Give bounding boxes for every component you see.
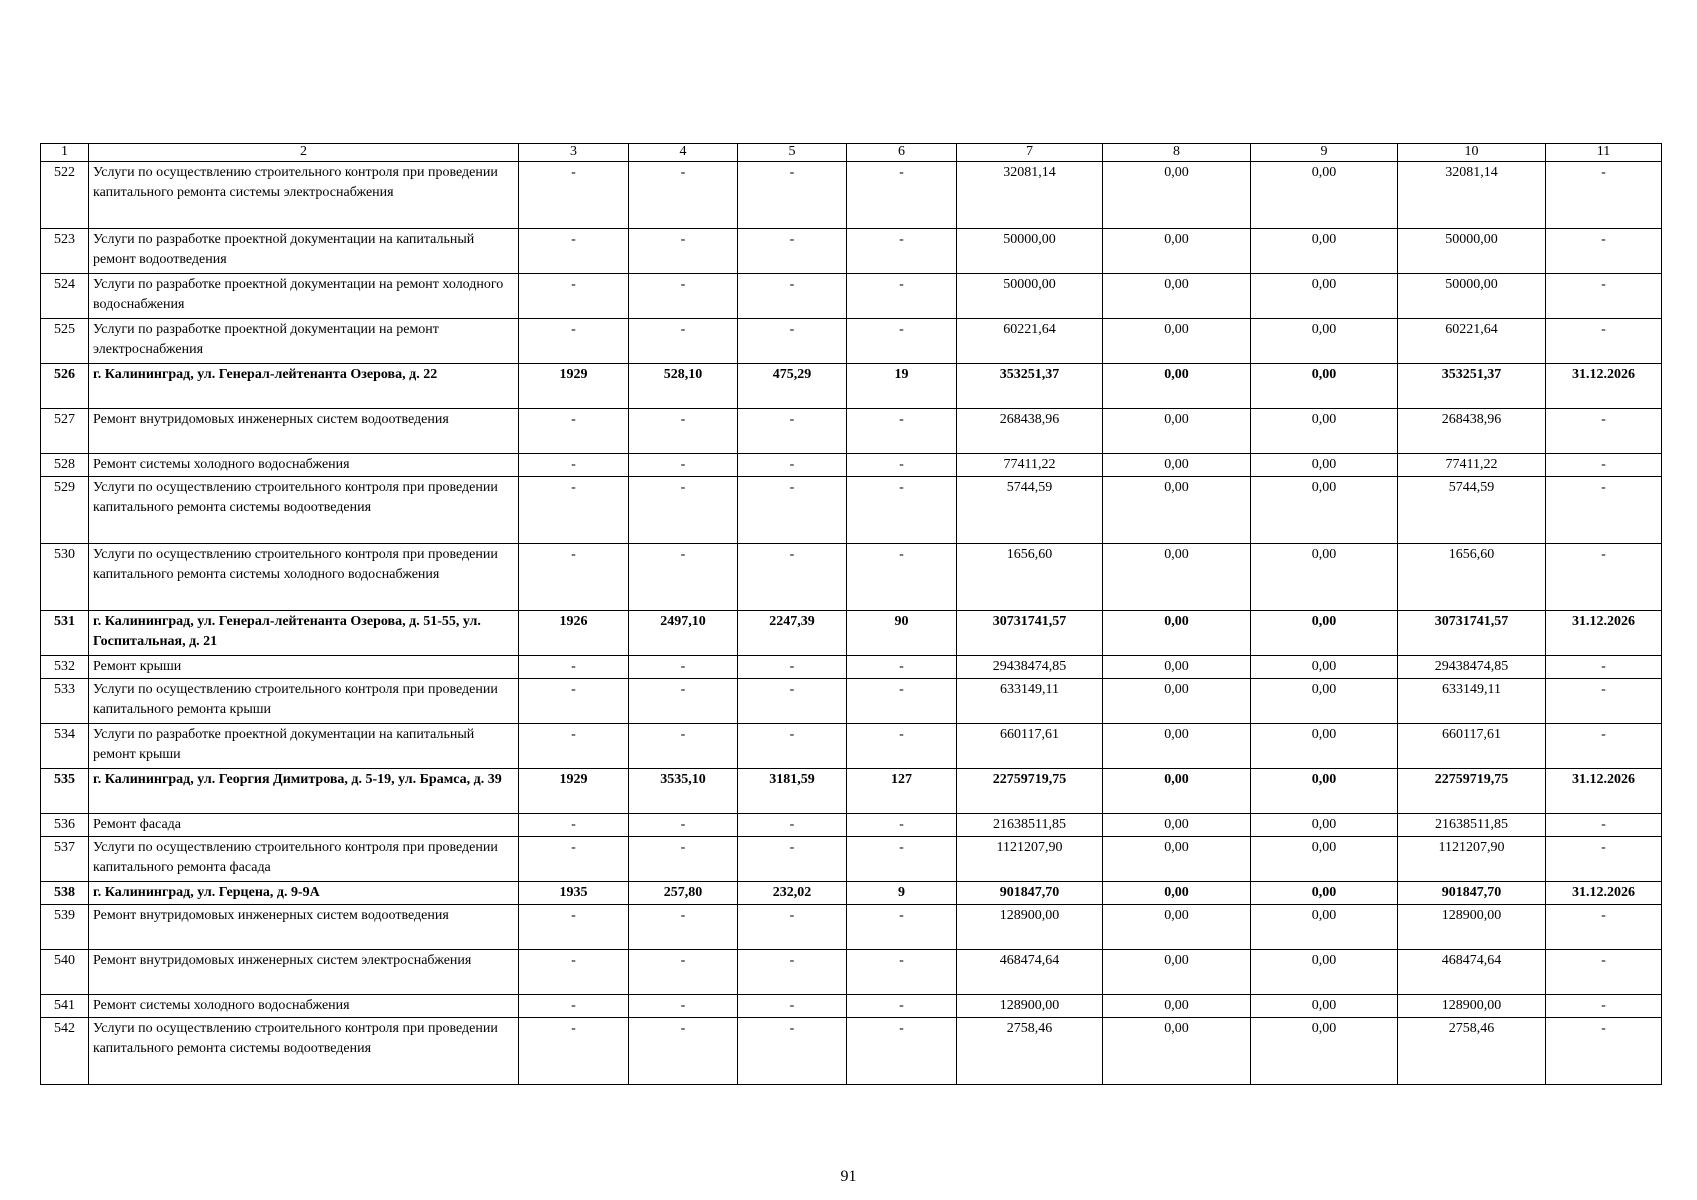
cell-col-11: - bbox=[1546, 995, 1662, 1018]
cell-col-7: 50000,00 bbox=[957, 274, 1103, 319]
cell-col-11: 31.12.2026 bbox=[1546, 611, 1662, 656]
cell-col-9: 0,00 bbox=[1251, 1018, 1398, 1085]
cell-col-6: 127 bbox=[847, 769, 957, 814]
cell-col-9: 0,00 bbox=[1251, 679, 1398, 724]
cell-col-8: 0,00 bbox=[1103, 162, 1251, 229]
cell-col-7: 468474,64 bbox=[957, 950, 1103, 995]
row-number: 526 bbox=[41, 364, 89, 409]
cell-col-4: - bbox=[629, 995, 738, 1018]
cell-col-11: - bbox=[1546, 724, 1662, 769]
row-description: г. Калининград, ул. Генерал-лейтенанта Озерова, д. 51-55, ул. Госпитальная, д. 21 bbox=[89, 611, 519, 656]
cell-col-3: - bbox=[519, 319, 629, 364]
table-body bbox=[41, 162, 1662, 1085]
row-description: Ремонт внутридомовых инженерных систем электроснабжения bbox=[89, 950, 519, 995]
cell-col-5: - bbox=[738, 1018, 847, 1085]
cell-col-10: 60221,64 bbox=[1398, 319, 1546, 364]
table-row bbox=[41, 814, 1662, 837]
cell-col-11: - bbox=[1546, 544, 1662, 611]
row-number: 535 bbox=[41, 769, 89, 814]
cell-col-3: - bbox=[519, 454, 629, 477]
cell-col-5: 232,02 bbox=[738, 882, 847, 905]
cell-col-9: 0,00 bbox=[1251, 724, 1398, 769]
cell-col-6: - bbox=[847, 950, 957, 995]
table-row bbox=[41, 229, 1662, 274]
cell-col-8: 0,00 bbox=[1103, 995, 1251, 1018]
row-number: 525 bbox=[41, 319, 89, 364]
cell-col-11: - bbox=[1546, 274, 1662, 319]
row-number: 522 bbox=[41, 162, 89, 229]
cell-col-9: 0,00 bbox=[1251, 319, 1398, 364]
cell-col-11: - bbox=[1546, 409, 1662, 454]
cell-col-9: 0,00 bbox=[1251, 837, 1398, 882]
cell-col-3: - bbox=[519, 679, 629, 724]
cell-col-10: 128900,00 bbox=[1398, 905, 1546, 950]
table-row bbox=[41, 319, 1662, 364]
row-description: Ремонт внутридомовых инженерных систем водоотведения bbox=[89, 409, 519, 454]
row-description: Услуги по осуществлению строительного контроля при проведении капитального ремонта системы водоотведения bbox=[89, 1018, 519, 1085]
row-number: 528 bbox=[41, 454, 89, 477]
table-row bbox=[41, 882, 1662, 905]
col-header-8: 8 bbox=[1103, 144, 1251, 162]
cell-col-3: - bbox=[519, 409, 629, 454]
cell-col-6: - bbox=[847, 679, 957, 724]
cell-col-10: 660117,61 bbox=[1398, 724, 1546, 769]
row-description: Услуги по осуществлению строительного контроля при проведении капитального ремонта крыши bbox=[89, 679, 519, 724]
row-description: Услуги по осуществлению строительного контроля при проведении капитального ремонта фасада bbox=[89, 837, 519, 882]
cell-col-10: 1656,60 bbox=[1398, 544, 1546, 611]
row-number: 532 bbox=[41, 656, 89, 679]
row-number: 538 bbox=[41, 882, 89, 905]
cell-col-8: 0,00 bbox=[1103, 274, 1251, 319]
cell-col-7: 32081,14 bbox=[957, 162, 1103, 229]
cell-col-7: 353251,37 bbox=[957, 364, 1103, 409]
col-header-7: 7 bbox=[957, 144, 1103, 162]
row-description: г. Калининград, ул. Герцена, д. 9-9А bbox=[89, 882, 519, 905]
cell-col-10: 29438474,85 bbox=[1398, 656, 1546, 679]
cell-col-4: - bbox=[629, 229, 738, 274]
cell-col-9: 0,00 bbox=[1251, 882, 1398, 905]
cell-col-8: 0,00 bbox=[1103, 409, 1251, 454]
col-header-5: 5 bbox=[738, 144, 847, 162]
works-table bbox=[40, 143, 1662, 1085]
cell-col-8: 0,00 bbox=[1103, 882, 1251, 905]
row-number: 530 bbox=[41, 544, 89, 611]
cell-col-6: - bbox=[847, 162, 957, 229]
cell-col-8: 0,00 bbox=[1103, 950, 1251, 995]
cell-col-4: - bbox=[629, 319, 738, 364]
row-description: г. Калининград, ул. Георгия Димитрова, д. 5-19, ул. Брамса, д. 39 bbox=[89, 769, 519, 814]
cell-col-5: - bbox=[738, 814, 847, 837]
row-number: 537 bbox=[41, 837, 89, 882]
table-row bbox=[41, 769, 1662, 814]
cell-col-6: - bbox=[847, 274, 957, 319]
cell-col-6: - bbox=[847, 229, 957, 274]
cell-col-9: 0,00 bbox=[1251, 162, 1398, 229]
cell-col-4: - bbox=[629, 814, 738, 837]
cell-col-7: 128900,00 bbox=[957, 995, 1103, 1018]
cell-col-11: - bbox=[1546, 950, 1662, 995]
cell-col-3: - bbox=[519, 837, 629, 882]
cell-col-4: - bbox=[629, 837, 738, 882]
cell-col-8: 0,00 bbox=[1103, 656, 1251, 679]
cell-col-3: 1929 bbox=[519, 364, 629, 409]
cell-col-3: - bbox=[519, 477, 629, 544]
cell-col-6: - bbox=[847, 814, 957, 837]
cell-col-5: - bbox=[738, 274, 847, 319]
row-description: Ремонт фасада bbox=[89, 814, 519, 837]
cell-col-4: - bbox=[629, 1018, 738, 1085]
table-row bbox=[41, 905, 1662, 950]
cell-col-8: 0,00 bbox=[1103, 611, 1251, 656]
cell-col-7: 77411,22 bbox=[957, 454, 1103, 477]
cell-col-7: 5744,59 bbox=[957, 477, 1103, 544]
row-number: 533 bbox=[41, 679, 89, 724]
row-description: Ремонт системы холодного водоснабжения bbox=[89, 995, 519, 1018]
col-header-2: 2 bbox=[89, 144, 519, 162]
cell-col-9: 0,00 bbox=[1251, 229, 1398, 274]
cell-col-8: 0,00 bbox=[1103, 814, 1251, 837]
cell-col-10: 5744,59 bbox=[1398, 477, 1546, 544]
cell-col-3: - bbox=[519, 814, 629, 837]
cell-col-3: - bbox=[519, 656, 629, 679]
cell-col-7: 50000,00 bbox=[957, 229, 1103, 274]
cell-col-8: 0,00 bbox=[1103, 319, 1251, 364]
cell-col-11: - bbox=[1546, 477, 1662, 544]
cell-col-10: 2758,46 bbox=[1398, 1018, 1546, 1085]
cell-col-11: - bbox=[1546, 454, 1662, 477]
row-description: Услуги по разработке проектной документации на ремонт холодного водоснабжения bbox=[89, 274, 519, 319]
cell-col-7: 21638511,85 bbox=[957, 814, 1103, 837]
row-number: 541 bbox=[41, 995, 89, 1018]
cell-col-9: 0,00 bbox=[1251, 905, 1398, 950]
cell-col-9: 0,00 bbox=[1251, 656, 1398, 679]
page-number: 91 bbox=[840, 1168, 857, 1185]
cell-col-10: 30731741,57 bbox=[1398, 611, 1546, 656]
cell-col-11: - bbox=[1546, 679, 1662, 724]
cell-col-7: 29438474,85 bbox=[957, 656, 1103, 679]
cell-col-7: 30731741,57 bbox=[957, 611, 1103, 656]
cell-col-7: 1656,60 bbox=[957, 544, 1103, 611]
row-description: Услуги по разработке проектной документации на капитальный ремонт водоотведения bbox=[89, 229, 519, 274]
cell-col-9: 0,00 bbox=[1251, 454, 1398, 477]
row-description: Услуги по разработке проектной документации на капитальный ремонт крыши bbox=[89, 724, 519, 769]
cell-col-5: - bbox=[738, 724, 847, 769]
cell-col-5: - bbox=[738, 477, 847, 544]
cell-col-3: - bbox=[519, 950, 629, 995]
cell-col-6: 90 bbox=[847, 611, 957, 656]
cell-col-4: - bbox=[629, 477, 738, 544]
cell-col-3: - bbox=[519, 1018, 629, 1085]
row-number: 529 bbox=[41, 477, 89, 544]
table-row bbox=[41, 409, 1662, 454]
cell-col-6: 9 bbox=[847, 882, 957, 905]
cell-col-3: - bbox=[519, 995, 629, 1018]
cell-col-4: - bbox=[629, 274, 738, 319]
table-row bbox=[41, 679, 1662, 724]
cell-col-9: 0,00 bbox=[1251, 544, 1398, 611]
cell-col-5: - bbox=[738, 454, 847, 477]
cell-col-7: 268438,96 bbox=[957, 409, 1103, 454]
cell-col-6: - bbox=[847, 454, 957, 477]
cell-col-7: 60221,64 bbox=[957, 319, 1103, 364]
row-number: 534 bbox=[41, 724, 89, 769]
cell-col-11: - bbox=[1546, 814, 1662, 837]
cell-col-5: - bbox=[738, 319, 847, 364]
cell-col-11: 31.12.2026 bbox=[1546, 364, 1662, 409]
cell-col-8: 0,00 bbox=[1103, 724, 1251, 769]
cell-col-7: 2758,46 bbox=[957, 1018, 1103, 1085]
cell-col-7: 901847,70 bbox=[957, 882, 1103, 905]
cell-col-4: - bbox=[629, 679, 738, 724]
header-row bbox=[41, 144, 1662, 162]
cell-col-6: - bbox=[847, 905, 957, 950]
cell-col-4: - bbox=[629, 950, 738, 995]
cell-col-6: - bbox=[847, 319, 957, 364]
row-description: Ремонт внутридомовых инженерных систем водоотведения bbox=[89, 905, 519, 950]
cell-col-10: 901847,70 bbox=[1398, 882, 1546, 905]
table-row bbox=[41, 656, 1662, 679]
cell-col-10: 50000,00 bbox=[1398, 229, 1546, 274]
cell-col-5: - bbox=[738, 679, 847, 724]
cell-col-6: 19 bbox=[847, 364, 957, 409]
cell-col-4: 257,80 bbox=[629, 882, 738, 905]
cell-col-10: 353251,37 bbox=[1398, 364, 1546, 409]
row-number: 524 bbox=[41, 274, 89, 319]
cell-col-8: 0,00 bbox=[1103, 1018, 1251, 1085]
table-row bbox=[41, 274, 1662, 319]
table-row bbox=[41, 162, 1662, 229]
cell-col-9: 0,00 bbox=[1251, 409, 1398, 454]
cell-col-8: 0,00 bbox=[1103, 837, 1251, 882]
cell-col-4: - bbox=[629, 905, 738, 950]
cell-col-6: - bbox=[847, 544, 957, 611]
col-header-9: 9 bbox=[1251, 144, 1398, 162]
cell-col-9: 0,00 bbox=[1251, 364, 1398, 409]
cell-col-5: 3181,59 bbox=[738, 769, 847, 814]
cell-col-4: 3535,10 bbox=[629, 769, 738, 814]
row-number: 540 bbox=[41, 950, 89, 995]
cell-col-11: - bbox=[1546, 837, 1662, 882]
cell-col-8: 0,00 bbox=[1103, 364, 1251, 409]
table-row bbox=[41, 1018, 1662, 1085]
row-number: 539 bbox=[41, 905, 89, 950]
cell-col-10: 1121207,90 bbox=[1398, 837, 1546, 882]
col-header-10: 10 bbox=[1398, 144, 1546, 162]
col-header-6: 6 bbox=[847, 144, 957, 162]
cell-col-8: 0,00 bbox=[1103, 454, 1251, 477]
row-number: 536 bbox=[41, 814, 89, 837]
row-number: 531 bbox=[41, 611, 89, 656]
cell-col-9: 0,00 bbox=[1251, 769, 1398, 814]
row-description: Услуги по осуществлению строительного контроля при проведении капитального ремонта системы водоотведения bbox=[89, 477, 519, 544]
cell-col-9: 0,00 bbox=[1251, 274, 1398, 319]
cell-col-6: - bbox=[847, 477, 957, 544]
cell-col-9: 0,00 bbox=[1251, 611, 1398, 656]
cell-col-5: - bbox=[738, 950, 847, 995]
cell-col-5: - bbox=[738, 656, 847, 679]
cell-col-4: - bbox=[629, 409, 738, 454]
row-description: Услуги по осуществлению строительного контроля при проведении капитального ремонта системы холодного водоснабжения bbox=[89, 544, 519, 611]
cell-col-8: 0,00 bbox=[1103, 229, 1251, 274]
cell-col-10: 50000,00 bbox=[1398, 274, 1546, 319]
table-row bbox=[41, 477, 1662, 544]
cell-col-9: 0,00 bbox=[1251, 814, 1398, 837]
cell-col-10: 21638511,85 bbox=[1398, 814, 1546, 837]
table-row bbox=[41, 611, 1662, 656]
cell-col-9: 0,00 bbox=[1251, 950, 1398, 995]
cell-col-3: - bbox=[519, 544, 629, 611]
cell-col-4: - bbox=[629, 724, 738, 769]
row-description: Ремонт системы холодного водоснабжения bbox=[89, 454, 519, 477]
cell-col-11: - bbox=[1546, 656, 1662, 679]
table-row bbox=[41, 724, 1662, 769]
cell-col-6: - bbox=[847, 837, 957, 882]
row-description: Услуги по осуществлению строительного контроля при проведении капитального ремонта системы электроснабжения bbox=[89, 162, 519, 229]
cell-col-3: - bbox=[519, 905, 629, 950]
cell-col-3: - bbox=[519, 162, 629, 229]
cell-col-3: - bbox=[519, 229, 629, 274]
row-description: Услуги по разработке проектной документации на ремонт электроснабжения bbox=[89, 319, 519, 364]
cell-col-5: - bbox=[738, 409, 847, 454]
cell-col-5: 2247,39 bbox=[738, 611, 847, 656]
cell-col-10: 32081,14 bbox=[1398, 162, 1546, 229]
cell-col-8: 0,00 bbox=[1103, 544, 1251, 611]
cell-col-8: 0,00 bbox=[1103, 679, 1251, 724]
cell-col-10: 468474,64 bbox=[1398, 950, 1546, 995]
cell-col-4: 528,10 bbox=[629, 364, 738, 409]
cell-col-5: - bbox=[738, 544, 847, 611]
cell-col-11: - bbox=[1546, 905, 1662, 950]
table-row bbox=[41, 454, 1662, 477]
cell-col-10: 77411,22 bbox=[1398, 454, 1546, 477]
row-description: г. Калининград, ул. Генерал-лейтенанта Озерова, д. 22 bbox=[89, 364, 519, 409]
row-number: 527 bbox=[41, 409, 89, 454]
cell-col-6: - bbox=[847, 1018, 957, 1085]
cell-col-4: - bbox=[629, 162, 738, 229]
cell-col-4: 2497,10 bbox=[629, 611, 738, 656]
cell-col-3: 1926 bbox=[519, 611, 629, 656]
row-number: 542 bbox=[41, 1018, 89, 1085]
cell-col-8: 0,00 bbox=[1103, 769, 1251, 814]
row-description: Ремонт крыши bbox=[89, 656, 519, 679]
cell-col-6: - bbox=[847, 409, 957, 454]
cell-col-10: 22759719,75 bbox=[1398, 769, 1546, 814]
cell-col-3: - bbox=[519, 724, 629, 769]
cell-col-4: - bbox=[629, 656, 738, 679]
table-row bbox=[41, 950, 1662, 995]
col-header-4: 4 bbox=[629, 144, 738, 162]
cell-col-3: - bbox=[519, 274, 629, 319]
cell-col-11: - bbox=[1546, 319, 1662, 364]
cell-col-10: 268438,96 bbox=[1398, 409, 1546, 454]
cell-col-11: - bbox=[1546, 229, 1662, 274]
cell-col-6: - bbox=[847, 995, 957, 1018]
cell-col-4: - bbox=[629, 454, 738, 477]
cell-col-5: - bbox=[738, 905, 847, 950]
cell-col-5: 475,29 bbox=[738, 364, 847, 409]
cell-col-4: - bbox=[629, 544, 738, 611]
cell-col-11: - bbox=[1546, 1018, 1662, 1085]
cell-col-5: - bbox=[738, 837, 847, 882]
cell-col-11: - bbox=[1546, 162, 1662, 229]
cell-col-6: - bbox=[847, 724, 957, 769]
cell-col-11: 31.12.2026 bbox=[1546, 769, 1662, 814]
col-header-3: 3 bbox=[519, 144, 629, 162]
cell-col-6: - bbox=[847, 656, 957, 679]
cell-col-8: 0,00 bbox=[1103, 905, 1251, 950]
cell-col-8: 0,00 bbox=[1103, 477, 1251, 544]
cell-col-9: 0,00 bbox=[1251, 477, 1398, 544]
col-header-1: 1 bbox=[41, 144, 89, 162]
cell-col-10: 633149,11 bbox=[1398, 679, 1546, 724]
cell-col-7: 633149,11 bbox=[957, 679, 1103, 724]
row-number: 523 bbox=[41, 229, 89, 274]
cell-col-11: 31.12.2026 bbox=[1546, 882, 1662, 905]
cell-col-5: - bbox=[738, 995, 847, 1018]
cell-col-9: 0,00 bbox=[1251, 995, 1398, 1018]
table-row bbox=[41, 837, 1662, 882]
table-row bbox=[41, 544, 1662, 611]
cell-col-3: 1929 bbox=[519, 769, 629, 814]
cell-col-5: - bbox=[738, 229, 847, 274]
table-row bbox=[41, 364, 1662, 409]
cell-col-5: - bbox=[738, 162, 847, 229]
cell-col-7: 128900,00 bbox=[957, 905, 1103, 950]
col-header-11: 11 bbox=[1546, 144, 1662, 162]
cell-col-10: 128900,00 bbox=[1398, 995, 1546, 1018]
table-row bbox=[41, 995, 1662, 1018]
cell-col-7: 1121207,90 bbox=[957, 837, 1103, 882]
cell-col-7: 660117,61 bbox=[957, 724, 1103, 769]
cell-col-3: 1935 bbox=[519, 882, 629, 905]
cell-col-7: 22759719,75 bbox=[957, 769, 1103, 814]
